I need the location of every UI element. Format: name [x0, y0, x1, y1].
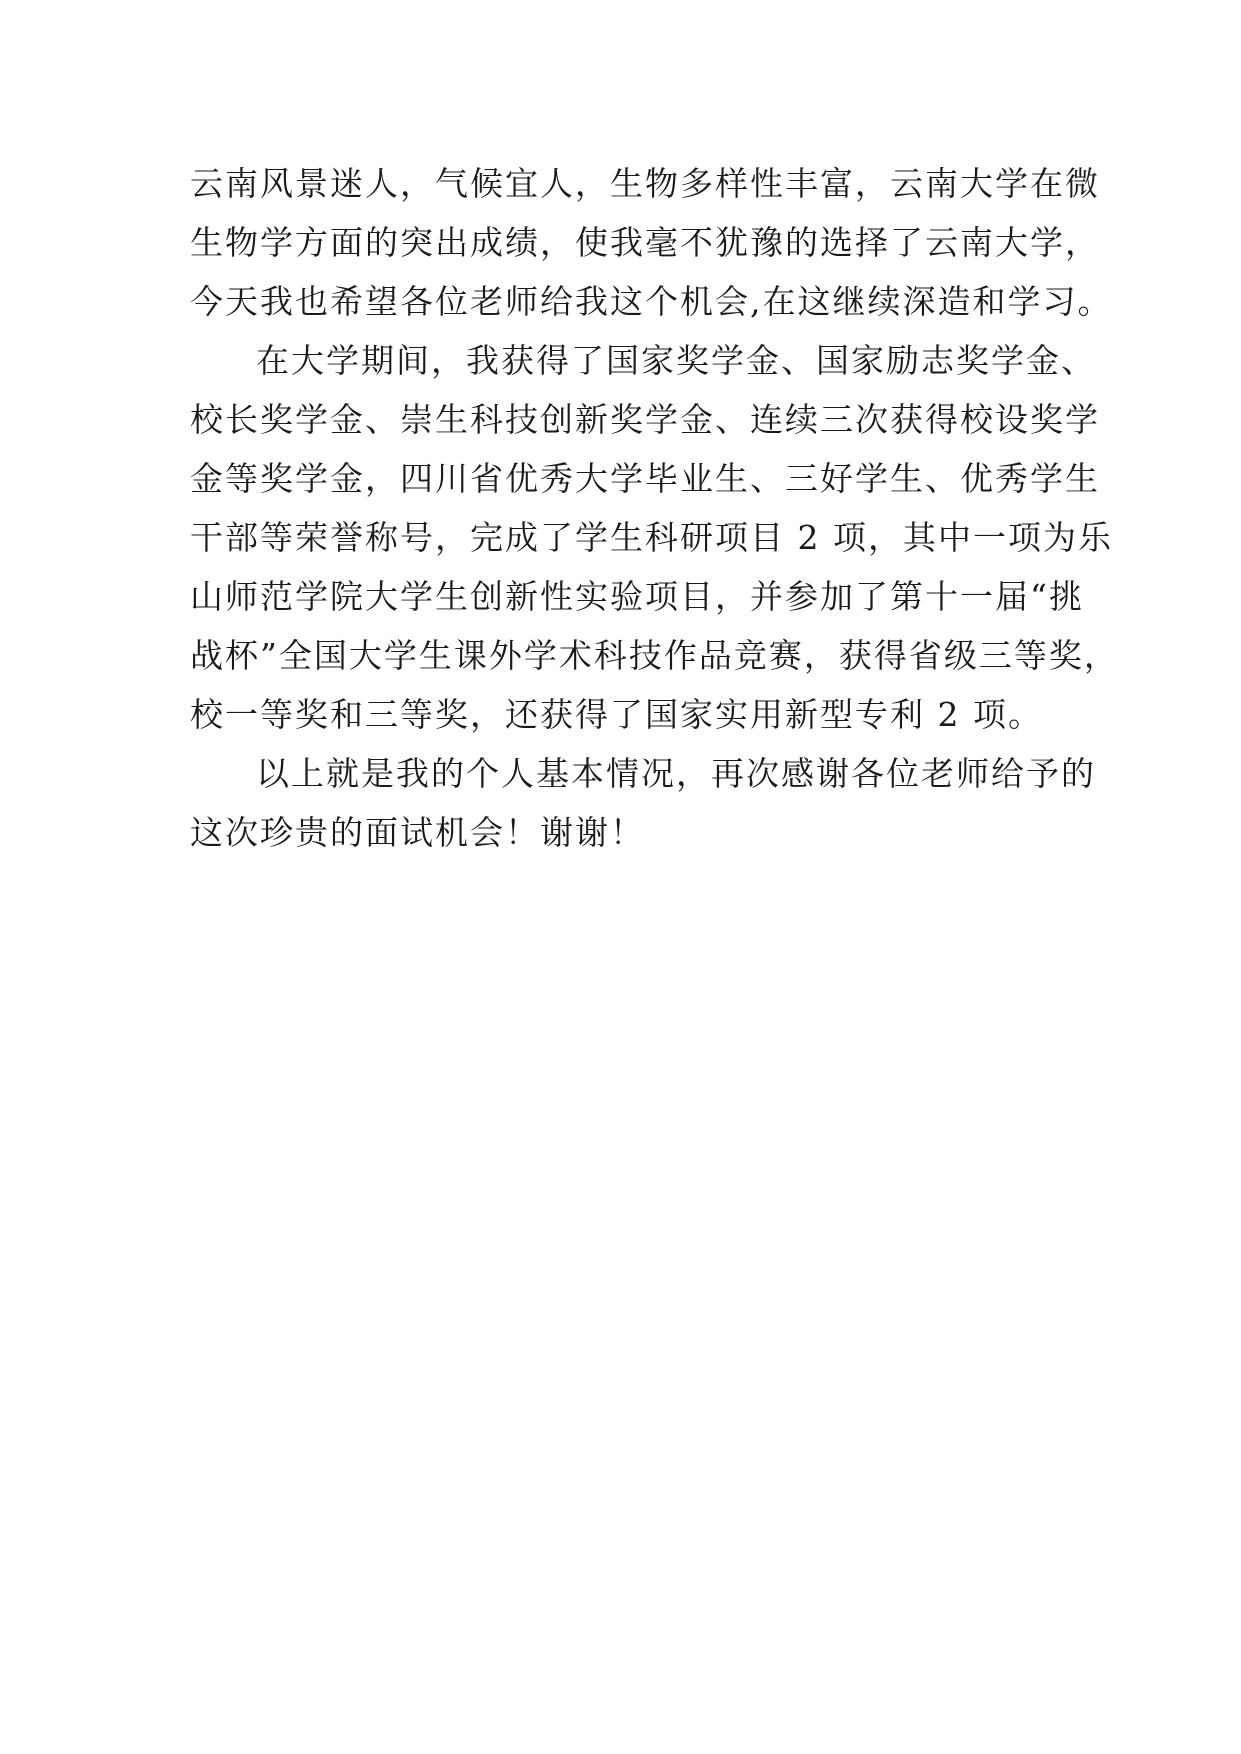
text-line-7: 干部等荣誉称号，完成了学生科研项目 2 项，其中一项为乐 [190, 518, 1113, 557]
text-line-1: 云南风景迷人，气候宜人，生物多样性丰富，云南大学在微 [190, 164, 1100, 203]
text-line-4: 在大学期间，我获得了国家奖学金、国家励志奖学金、 [256, 341, 1096, 380]
text-line-9: 战杯”全国大学生课外学术科技作品竞赛，获得省级三等奖， [190, 636, 1119, 675]
text-line-2: 生物学方面的突出成绩，使我毫不犹豫的选择了云南大学， [190, 223, 1100, 262]
text-line-10: 校一等奖和三等奖，还获得了国家实用新型专利 2 项。 [190, 695, 1043, 734]
text-line-11: 以上就是我的个人基本情况，再次感谢各位老师给予的 [256, 754, 1096, 793]
text-line-12: 这次珍贵的面试机会！谢谢！ [190, 813, 645, 852]
text-line-6: 金等奖学金，四川省优秀大学毕业生、三好学生、优秀学生 [190, 459, 1100, 498]
document-body [190, 154, 1119, 862]
text-line-5: 校长奖学金、崇生科技创新奖学金、连续三次获得校设奖学 [190, 400, 1100, 439]
text-line-8: 山师范学院大学生创新性实验项目，并参加了第十一届“挑 [190, 577, 1084, 616]
text-line-3: 今天我也希望各位老师给我这个机会,在这继续深造和学习。 [190, 282, 1113, 321]
